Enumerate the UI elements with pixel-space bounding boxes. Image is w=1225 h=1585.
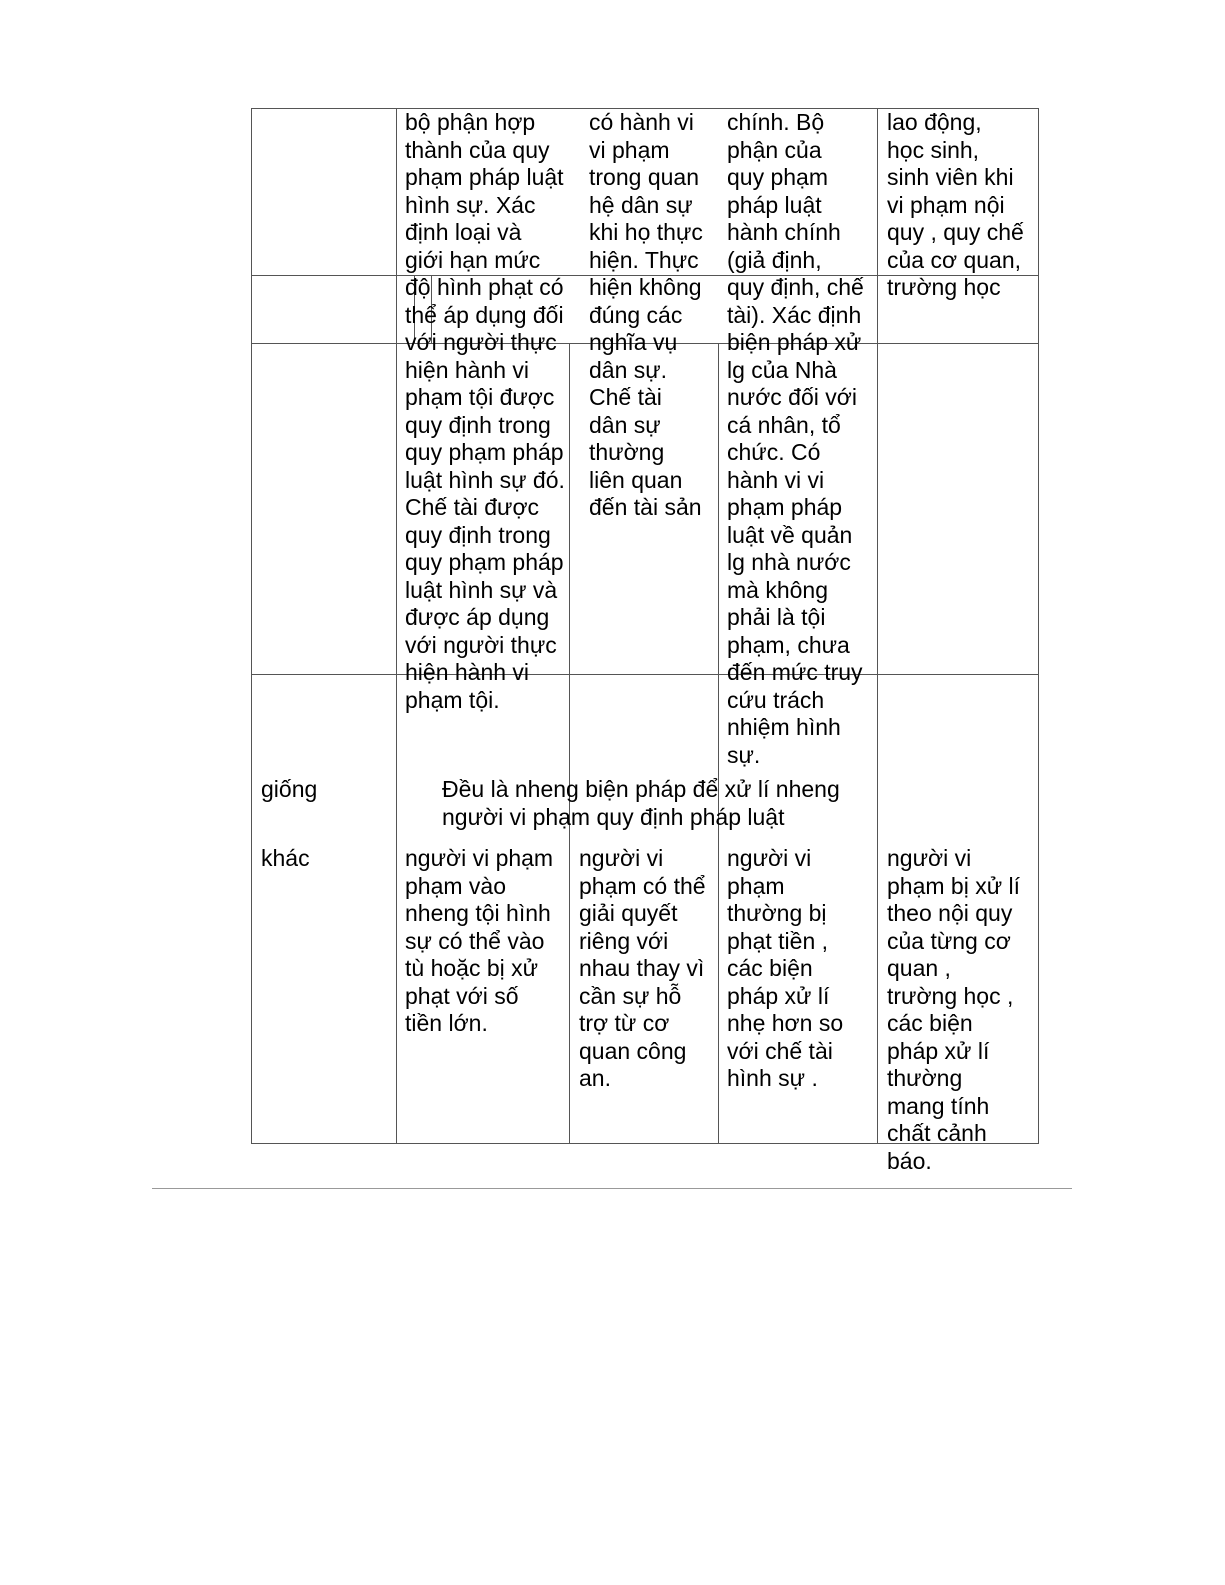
text-line: hiện. Thực	[589, 246, 699, 273]
text-line: nhau thay vì	[579, 955, 705, 981]
text-line: tài). Xác định	[727, 301, 862, 328]
text-line: chính. Bộ	[727, 109, 825, 135]
text-line: phạt với số	[405, 982, 519, 1009]
text-line: liên quan	[589, 466, 683, 493]
text-line: cứu trách	[727, 686, 825, 713]
text-line: trường học ,	[887, 982, 1014, 1009]
text-line: thành của quy	[405, 136, 550, 163]
text-line: quy định trong	[405, 521, 551, 548]
upper-col-hanh-chinh	[727, 109, 864, 769]
text-line: hành chính	[727, 219, 841, 245]
text-line: sinh viên khi	[887, 164, 1014, 190]
text-line: quy phạm pháp	[405, 549, 564, 575]
text-line: được áp dụng	[405, 604, 550, 630]
text-line: quy định trong	[405, 411, 551, 438]
different-col-hinh-su	[405, 845, 553, 1038]
text-line: Chế tài	[589, 384, 662, 410]
text-line: pháp xử lí	[727, 982, 830, 1009]
text-line: các biện	[887, 1010, 973, 1036]
text-line: (giả định,	[727, 246, 822, 273]
text-line: đúng các	[589, 301, 683, 328]
text-line: hành vi vi	[727, 466, 825, 493]
text-line: Chế tài được	[405, 494, 540, 520]
text-line: hình sự .	[727, 1065, 818, 1091]
text-line: với người thực	[405, 329, 557, 355]
text-line: phạm pháp	[727, 494, 843, 520]
text-line: phạm, chưa	[727, 631, 850, 658]
text-line: trong quan	[589, 164, 699, 190]
text-line: theo nội quy	[887, 900, 1013, 926]
text-line: vi phạm	[589, 136, 670, 163]
text-line: các biện	[727, 955, 813, 981]
text-line: người vi	[887, 845, 972, 871]
text-line: quy định, chế	[727, 274, 864, 300]
text-line: khi họ thực	[589, 219, 703, 245]
text-line: vi phạm nội	[887, 191, 1005, 218]
text-line: nước đối với	[727, 384, 857, 410]
text-line: giới hạn mức	[405, 246, 541, 273]
text-line: báo.	[887, 1147, 932, 1174]
text-line: thể áp dụng đối	[405, 301, 564, 328]
text-line: hình sự. Xác	[405, 191, 536, 218]
table-col-line	[569, 343, 570, 1144]
table-col-line	[718, 343, 719, 1144]
text-line: hiện hành vi	[405, 356, 530, 383]
text-line: phạm	[727, 872, 785, 899]
text-line: lg của Nhà	[727, 356, 837, 383]
text-line: tù hoặc bị xử	[405, 955, 539, 981]
table-row-line	[251, 674, 1039, 675]
table-border-right	[1038, 108, 1039, 1144]
text-line: có hành vi	[589, 109, 694, 135]
text-line: lg nhà nước	[727, 549, 851, 575]
text-line: hệ dân sự	[589, 191, 693, 218]
text-line: an.	[579, 1065, 611, 1091]
text-line: riêng với	[579, 927, 669, 954]
similar-text	[442, 776, 840, 831]
text-line: người vi phạm	[405, 845, 554, 871]
text-line: quan công	[579, 1037, 687, 1064]
different-col-dan-su	[579, 845, 706, 1093]
text-line: mà không	[727, 576, 829, 603]
text-line: bộ phận hợp	[405, 109, 536, 135]
page-bottom-rule	[152, 1188, 1072, 1189]
text-line: sự.	[727, 741, 761, 768]
text-line: hiện không	[589, 274, 702, 300]
text-line: chất cảnh	[887, 1120, 987, 1146]
text-line: người vi	[727, 845, 812, 871]
text-line: nhẹ hơn so	[727, 1010, 844, 1036]
text-line: luật hình sự và	[405, 576, 558, 603]
text-line: người vi phạm quy định pháp luật	[442, 803, 785, 830]
text-line: phải là tội	[727, 604, 826, 630]
upper-col-dan-su	[589, 109, 703, 522]
text-line: với người thực	[405, 631, 557, 658]
text-line: thường	[887, 1065, 963, 1091]
text-line: quan ,	[887, 955, 951, 981]
text-line: của từng cơ	[887, 927, 1011, 954]
text-line: cá nhân, tổ	[727, 411, 841, 438]
text-line: phạm bị xử lí	[887, 872, 1021, 899]
table-border-left	[251, 108, 252, 1144]
similar-label: giống	[261, 776, 318, 802]
text-line: Đều là nheng biện pháp để xử lí nheng	[442, 776, 840, 802]
different-col-ky-luat	[887, 845, 1020, 1175]
text-line: biện pháp xử	[727, 329, 862, 355]
text-line: phạt tiền ,	[727, 927, 829, 954]
different-col-hanh-chinh	[727, 845, 843, 1093]
text-line: độ hình phạt có	[405, 274, 564, 300]
text-line: phạm tội được	[405, 384, 555, 410]
text-line: trường học	[887, 274, 1001, 300]
text-line: cần sự hỗ	[579, 982, 682, 1009]
text-line: lao động,	[887, 109, 982, 135]
text-line: giải quyết	[579, 900, 678, 926]
text-line: trợ từ cơ	[579, 1010, 670, 1036]
text-line: thường	[589, 439, 665, 465]
text-line: phận của	[727, 136, 822, 163]
text-line: tiền lớn.	[405, 1010, 488, 1036]
text-line: đến tài sản	[589, 494, 702, 520]
table-col-line	[396, 108, 397, 1144]
text-line: chức. Có	[727, 439, 821, 465]
text-line: người vi	[579, 845, 664, 871]
text-line: mang tính	[887, 1092, 990, 1119]
text-line: nghĩa vụ	[589, 329, 678, 355]
text-line: của cơ quan,	[887, 246, 1022, 273]
text-line: luật về quản	[727, 521, 853, 548]
text-line: nhiệm hình	[727, 714, 841, 740]
text-line: pháp xử lí	[887, 1037, 990, 1064]
text-line: pháp luật	[727, 191, 822, 218]
text-line: phạm tội.	[405, 686, 500, 713]
text-line: học sinh,	[887, 136, 980, 163]
text-line: quy , quy chế	[887, 219, 1024, 245]
text-line: hiện hành vi	[405, 659, 530, 685]
text-line: thường bị	[727, 900, 827, 926]
text-line: định loại và	[405, 219, 522, 245]
text-line: luật hình sự đó.	[405, 466, 565, 493]
text-line: với chế tài	[727, 1037, 833, 1064]
text-line: phạm vào	[405, 872, 507, 899]
upper-col-hinh-su	[405, 109, 565, 714]
text-line: quy phạm	[727, 164, 829, 190]
text-line: dân sự.	[589, 356, 668, 383]
text-line: nheng tội hình	[405, 900, 551, 926]
text-line: đến mức truy	[727, 659, 863, 685]
upper-col-ky-luat	[887, 109, 1024, 302]
different-label: khác	[261, 845, 310, 871]
text-line: dân sự	[589, 411, 661, 438]
text-line: phạm có thể	[579, 872, 706, 899]
text-line: sự có thể vào	[405, 927, 545, 954]
text-line: quy phạm pháp	[405, 439, 564, 465]
text-line: phạm pháp luật	[405, 164, 564, 190]
table-col-line	[877, 108, 878, 1144]
